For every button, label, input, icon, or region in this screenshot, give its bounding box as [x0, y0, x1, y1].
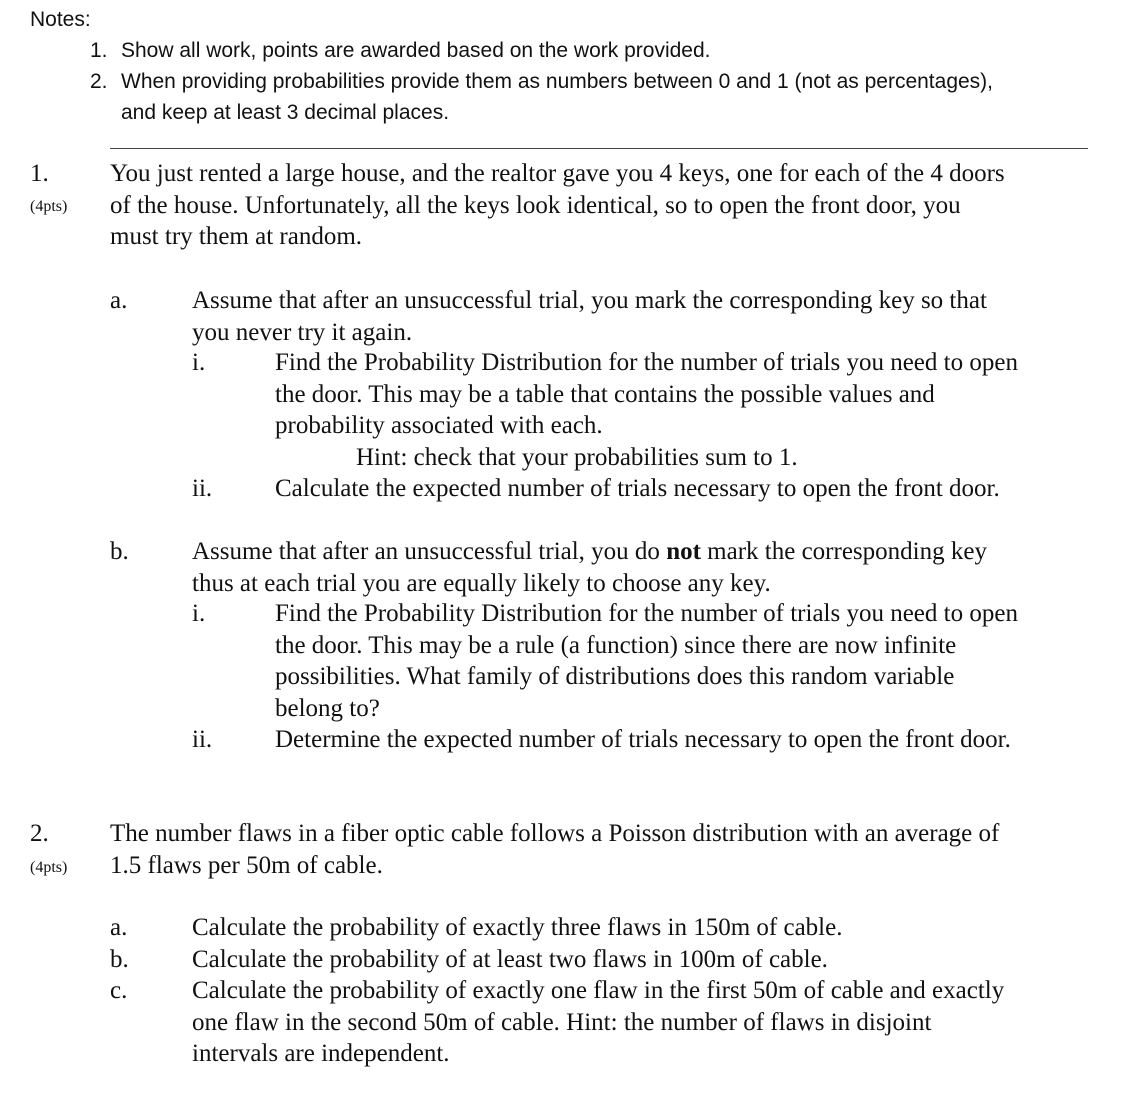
- q1-stem-line: of the house. Unfortunately, all the keys look identical, so to open the front door, you: [110, 191, 961, 219]
- q1b-i-line: belong to?: [275, 694, 380, 722]
- q2a-label: a.: [110, 914, 128, 941]
- q2-points: (4pts): [30, 859, 68, 876]
- q1b-ii-text: Determine the expected number of trials necessary to open the front door.: [275, 726, 1011, 753]
- q1a-i-line: probability associated with each.: [275, 412, 603, 439]
- q2-stem: [110, 818, 999, 881]
- q1b-text-line: [192, 536, 987, 568]
- q2-number: 2.: [30, 820, 49, 847]
- q1a-label: a.: [110, 287, 128, 314]
- note-1-text: Show all work, points are awarded based on the work provided.: [121, 39, 711, 62]
- q2c-text-line: one flaw in the second 50m of cable. Hint: the number of flaws in disjoint: [192, 1008, 932, 1036]
- q1a-hint: Hint: check that your probabilities sum to 1.: [356, 444, 798, 471]
- q2c-text-line: intervals are independent.: [192, 1040, 450, 1067]
- q2a-text: Calculate the probability of exactly three flaws in 150m of cable.: [192, 914, 843, 941]
- q2-stem-line: 1.5 flaws per 50m of cable.: [110, 851, 383, 879]
- note-1-number: 1.: [90, 39, 108, 62]
- q2c-text: [192, 975, 1004, 1070]
- q1a-i-line: the door. This may be a table that contains the possible values and: [275, 380, 935, 408]
- note-2-text: [121, 66, 993, 128]
- q2c-text-line: Calculate the probability of exactly one flaw in the first 50m of cable and exactly: [192, 977, 1005, 1004]
- q2c-label: c.: [110, 977, 128, 1004]
- q1b-text-pre: Assume that after an unsuccessful trial, you do: [192, 538, 667, 565]
- q1b-ii-label: ii.: [192, 726, 213, 753]
- q1b-text-line: thus at each trial you are equally likely to choose any key.: [192, 569, 771, 597]
- q1b-text: [192, 536, 987, 599]
- q1-stem: [110, 158, 1005, 253]
- note-2-number: 2.: [90, 70, 108, 93]
- divider-rule: [110, 148, 1088, 149]
- q1b-i-line: the door. This may be a rule (a function) since there are now infinite: [275, 631, 957, 659]
- q1-number: 1.: [30, 160, 49, 187]
- q1a-i-label: i.: [192, 349, 206, 376]
- q1a-i-line: Find the Probability Distribution for the number of trials you need to open: [275, 349, 1018, 376]
- q1b-text-bold: not: [666, 538, 701, 565]
- q1a-i-text: [275, 347, 1018, 442]
- note-2-line: and keep at least 3 decimal places.: [121, 101, 450, 124]
- q1b-text-post: mark the corresponding key: [700, 538, 987, 565]
- q1a-ii-text: Calculate the expected number of trials necessary to open the front door.: [275, 475, 1000, 502]
- q1b-i-line: Find the Probability Distribution for the number of trials you need to open: [275, 600, 1018, 627]
- q1b-i-line: possibilities. What family of distributions does this random variable: [275, 663, 955, 690]
- notes-title: Notes:: [30, 8, 91, 31]
- note-2-line: When providing probabilities provide them as numbers between 0 and 1 (not as percentages),: [121, 70, 994, 93]
- q2b-text: Calculate the probability of at least two flaws in 100m of cable.: [192, 946, 828, 973]
- q1a-text-line: Assume that after an unsuccessful trial, you mark the corresponding key so that: [192, 287, 987, 314]
- q1a-ii-label: ii.: [192, 475, 213, 502]
- q1b-label: b.: [110, 538, 129, 565]
- q1-stem-line: You just rented a large house, and the realtor gave you 4 keys, one for each of the 4 doors: [110, 160, 1005, 187]
- q1-points: (4pts): [30, 198, 68, 215]
- q2-stem-line: The number flaws in a fiber optic cable follows a Poisson distribution with an average of: [110, 820, 1000, 847]
- q1b-i-text: [275, 598, 1018, 724]
- q1a-text-line: you never try it again.: [192, 318, 413, 346]
- q2b-label: b.: [110, 946, 129, 973]
- q1a-text: [192, 285, 987, 348]
- q1b-i-label: i.: [192, 600, 206, 627]
- q1-stem-line: must try them at random.: [110, 223, 363, 250]
